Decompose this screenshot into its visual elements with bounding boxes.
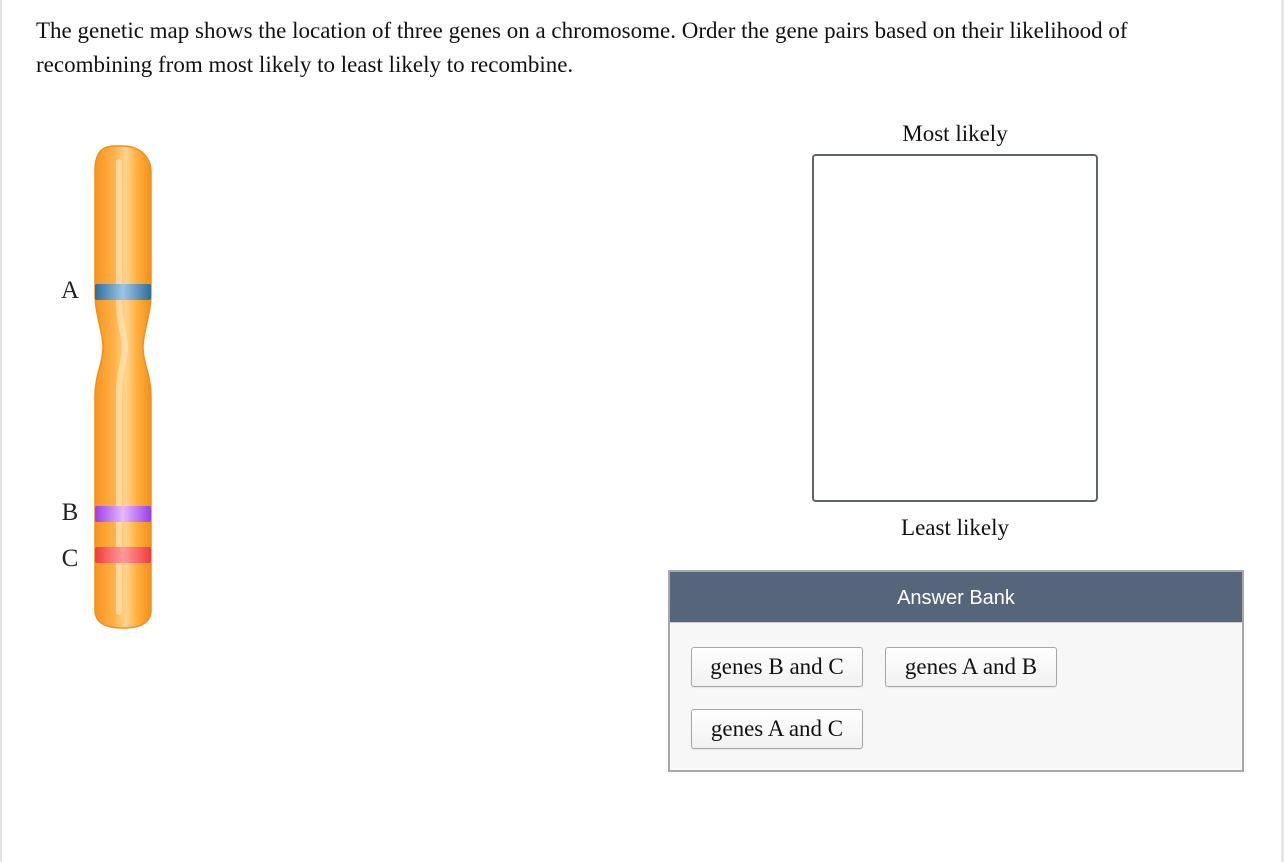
gene-label-a: A — [60, 277, 80, 304]
answer-chip-genes-a-and-b[interactable]: genes A and B — [885, 647, 1057, 687]
answer-bank-header: Answer Bank — [670, 572, 1242, 623]
gene-label-c: C — [61, 545, 79, 572]
gene-a-band — [95, 284, 151, 300]
gene-b-band — [95, 506, 151, 522]
gene-c-band — [95, 547, 151, 563]
answer-chip-genes-a-and-c[interactable]: genes A and C — [691, 709, 863, 749]
question-text: The genetic map shows the location of three genes on a chromosome. Order the gene pairs based on their likelihood of recombining from most likely to least likely to recombine. — [36, 18, 1128, 77]
ranking-drop-zone[interactable] — [812, 154, 1098, 502]
least-likely-label: Least likely — [901, 515, 1009, 540]
left-frame-border — [0, 0, 2, 862]
chromosome-figure — [55, 142, 165, 632]
most-likely-label: Most likely — [902, 121, 1008, 146]
answer-chip-genes-b-and-c[interactable]: genes B and C — [691, 647, 863, 687]
gene-label-b: B — [61, 499, 79, 526]
answer-bank — [668, 570, 1244, 772]
